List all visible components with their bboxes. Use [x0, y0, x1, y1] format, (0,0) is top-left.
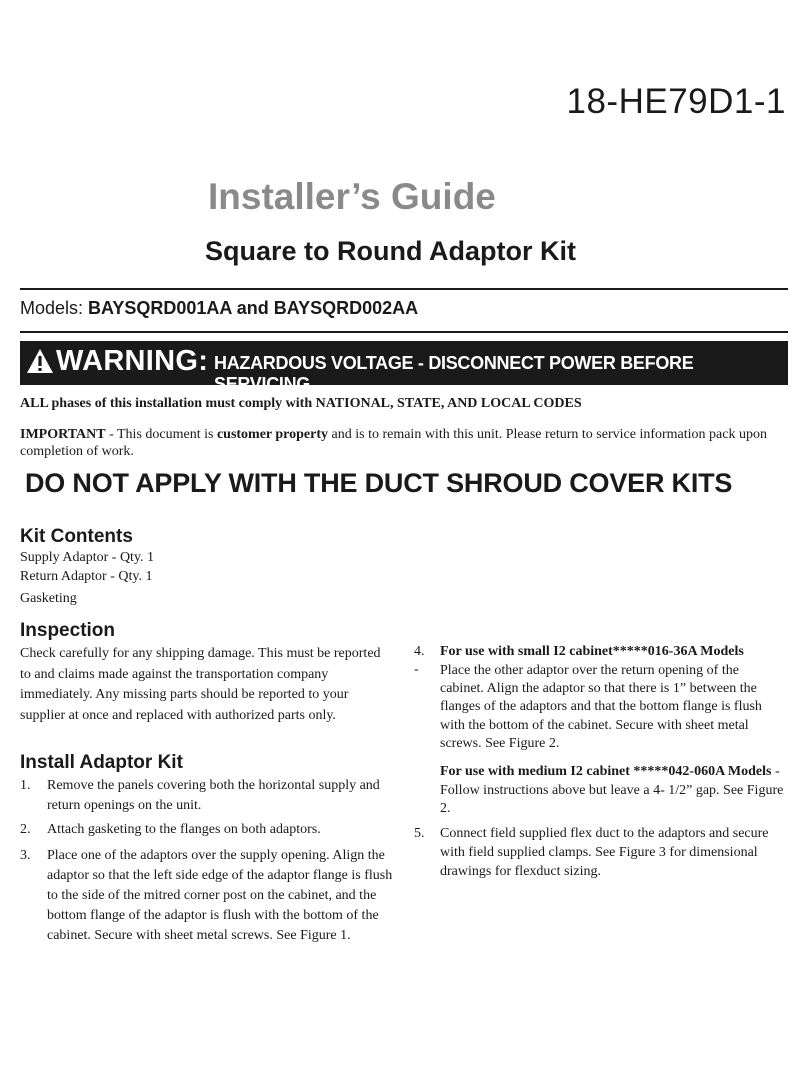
do-not-apply-heading: DO NOT APPLY WITH THE DUCT SHROUD COVER KITS	[25, 468, 733, 498]
inspection-heading: Inspection	[20, 620, 116, 641]
warning-label: WARNING:	[56, 345, 209, 377]
page-title: Installer’s Guide	[208, 176, 496, 217]
step-text: Connect field supplied flex duct to the adaptors and secure with field supplied clamps. See Figure 3 for dimensional drawings for flexduct sizing.	[440, 826, 769, 879]
codes-notice: ALL phases of this installation must comply with NATIONAL, STATE, AND LOCAL CODES	[20, 396, 582, 411]
important-text-a: - This document is	[105, 427, 217, 442]
kit-contents-heading: Kit Contents	[20, 526, 133, 547]
important-emphasis: customer property	[216, 427, 329, 442]
step-medium-heading: For use with medium I2 cabinet *****042-060A Models	[440, 764, 772, 779]
divider-top	[20, 288, 788, 290]
models-value: BAYSQRD001AA and BAYSQRD002AA	[88, 298, 419, 318]
kit-item: Gasketing	[20, 591, 77, 606]
step-medium-text: - Follow instructions above but leave a 4- 1/2” gap. See Figure 2.	[440, 764, 784, 816]
step-number: 5.	[414, 826, 425, 841]
models-line	[20, 298, 418, 319]
step-text: Remove the panels covering both the horizontal supply and return openings on the unit.	[47, 778, 380, 813]
divider-models	[20, 331, 788, 333]
kit-item: Supply Adaptor - Qty. 1	[20, 550, 155, 565]
important-label: IMPORTANT	[20, 427, 106, 442]
warning-triangle-icon	[26, 347, 54, 375]
kit-item: Return Adaptor - Qty. 1	[20, 569, 153, 584]
step-number: 2.	[20, 822, 31, 837]
step-number: 1.	[20, 778, 31, 793]
step-text: Attach gasketing to the flanges on both adaptors.	[47, 822, 321, 837]
step-text: Place one of the adaptors over the supply opening. Align the adaptor so that the left side edge of the adaptor flange is flush to the side of the mitred corner post on the cabinet, and the bottom flange of the adaptor is flush with the bottom of the cabinet. Secure with sheet metal screws. See Figure 1.	[47, 848, 393, 943]
step-text: Place the other adaptor over the return opening of the cabinet. Align the adaptor so that there is 1” between the flanges of the adaptors and that the bottom flange is flush with the bottom of the cabinet. Secure with sheet metal screws. See Figure 2.	[440, 663, 762, 751]
install-heading: Install Adaptor Kit	[20, 752, 183, 773]
step-number: 3.	[20, 848, 31, 863]
inspection-text: Check carefully for any shipping damage. This must be reported to and claims made against the transportation company immediately. Any missing parts should be reported to your supplier at once and replaced with authorized parts only.	[20, 646, 381, 723]
step-heading: For use with small I2 cabinet*****016-36A Models	[440, 644, 744, 659]
warning-banner	[20, 341, 788, 394]
warning-text: HAZARDOUS VOLTAGE - DISCONNECT POWER BEFORE SERVICING	[214, 353, 694, 394]
page-subtitle: Square to Round Adaptor Kit	[205, 236, 576, 266]
document-number: 18-HE79D1-1	[566, 82, 786, 121]
important-notice	[20, 426, 790, 460]
step-number: 4.	[414, 644, 425, 659]
models-label: Models:	[20, 298, 84, 318]
step-medium-note	[440, 763, 785, 819]
step-dash: -	[414, 662, 419, 677]
important-text-b: and is to remain with this unit. Please return to service information pack upon completion of work.	[20, 427, 767, 459]
